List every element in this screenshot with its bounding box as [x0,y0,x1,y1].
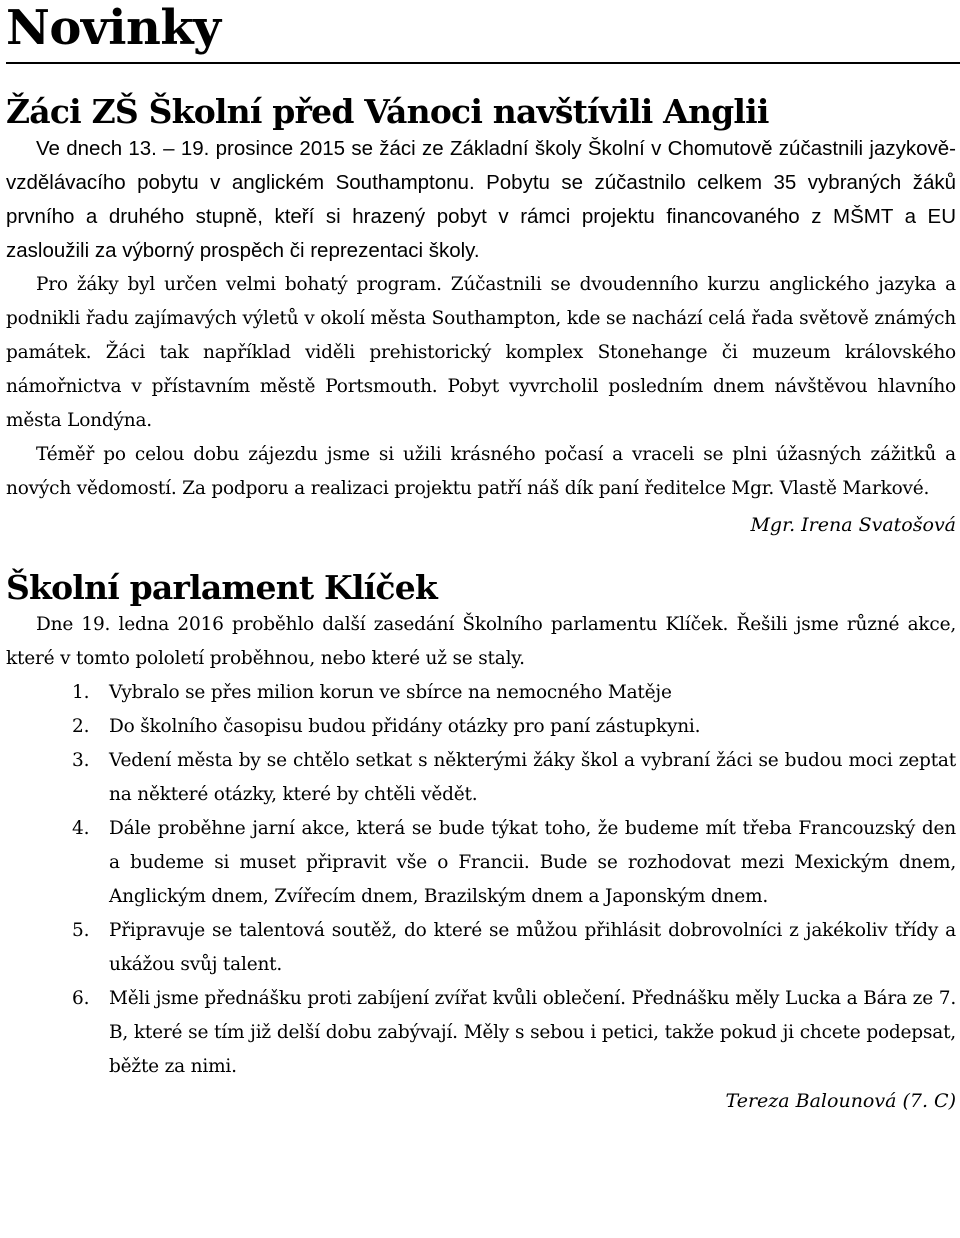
list-item [6,676,956,710]
list-item-number: 2. [72,716,90,737]
list-item-number: 1. [72,682,90,703]
list-item [6,982,956,1084]
list-item-number: 6. [72,988,90,1009]
newsletter-page [6,0,956,1118]
article-anglie-paragraph-3: Téměř po celou dobu zájezdu jsme si užili krásného počasí a vraceli se plni úžasných zážitků a nových vědomostí. Za podporu a realizaci projektu patří náš dík paní ředitelce Mgr. Vlastě Markové. [6,444,956,499]
page-title: Novinky [6,0,221,56]
article-parlament-intro: Dne 19. ledna 2016 proběhlo další zasedání Školního parlamentu Klíček. Řešili jsme různé akce, které v tomto pololetí proběhnou, nebo které už se staly. [6,614,956,669]
article-anglie-paragraph-1: Ve dnech 13. – 19. prosince 2015 se žáci ze Základní školy Školní v Chomutově zúčastnili jazykově-vzdělávacího pobytu v anglickém Southamptonu. Pobytu se zúčastnilo celkem 35 vybraných žáků prvního a druhého stupně, kteří si hrazený pobyt v rámci projektu financovaného z MŠMT a EU zasloužili za výborný prospěch či reprezentaci školy. [6,137,956,262]
list-item [6,710,956,744]
list-item [6,812,956,914]
article-anglie-paragraph-2: Pro žáky byl určen velmi bohatý program. Zúčastnili se dvoudenního kurzu anglického jazyka a podnikli řadu zajímavých výletů v okolí města Southampton, kde se nachází celá řada světově známých památek. Žáci tak například viděli prehistorický komplex Stonehange či muzeum královského námořnictva v přístavním městě Portsmouth. Pobyt vyvrcholil posledním dnem návštěvou hlavního města Londýna. [6,274,956,431]
list-item-text: Do školního časopisu budou přidány otázky pro paní zástupkyni. [109,716,701,737]
article-anglie-author: Mgr. Irena Svatošová [750,514,956,536]
article-anglie [6,92,956,268]
list-item-text: Připravuje se talentová soutěž, do které se můžou přihlásit dobrovolníci z jakékoliv třídy a ukážou svůj talent. [109,920,956,975]
article-parlament-title: Školní parlament Klíček [6,568,437,607]
list-item [6,744,956,812]
list-item-number: 3. [72,750,90,771]
list-item-text: Dále proběhne jarní akce, která se bude týkat toho, že budeme mít třeba Francouzský den a budeme si muset připravit vše o Francii. Bude se rozhodovat mezi Mexickým dnem, Anglickým dnem, Zvířecím dnem, Brazilským dnem a Japonským dnem. [109,818,956,907]
article-anglie-continued [6,268,956,542]
list-item-number: 5. [72,920,90,941]
list-item [6,914,956,982]
article-parlament [6,568,956,1118]
list-item-text: Měli jsme přednášku proti zabíjení zvířat kvůli oblečení. Přednášku měly Lucka a Bára ze 7. B, které se tím již delší dobu zabývají. Měly s sebou i petici, takže pokud ji chcete podepsat, běžte za nimi. [109,988,956,1077]
parlament-agenda-list [6,676,956,1084]
list-item-number: 4. [72,818,90,839]
title-divider [6,62,960,64]
list-item-text: Vybralo se přes milion korun ve sbírce na nemocného Matěje [109,682,672,703]
list-item-text: Vedení města by se chtělo setkat s některými žáky škol a vybraní žáci se budou moci zeptat na některé otázky, které by chtěli vědět. [109,750,956,805]
article-anglie-title: Žáci ZŠ Školní před Vánoci navštívili Anglii [6,92,769,131]
article-parlament-author: Tereza Balounová (7. C) [725,1090,956,1112]
